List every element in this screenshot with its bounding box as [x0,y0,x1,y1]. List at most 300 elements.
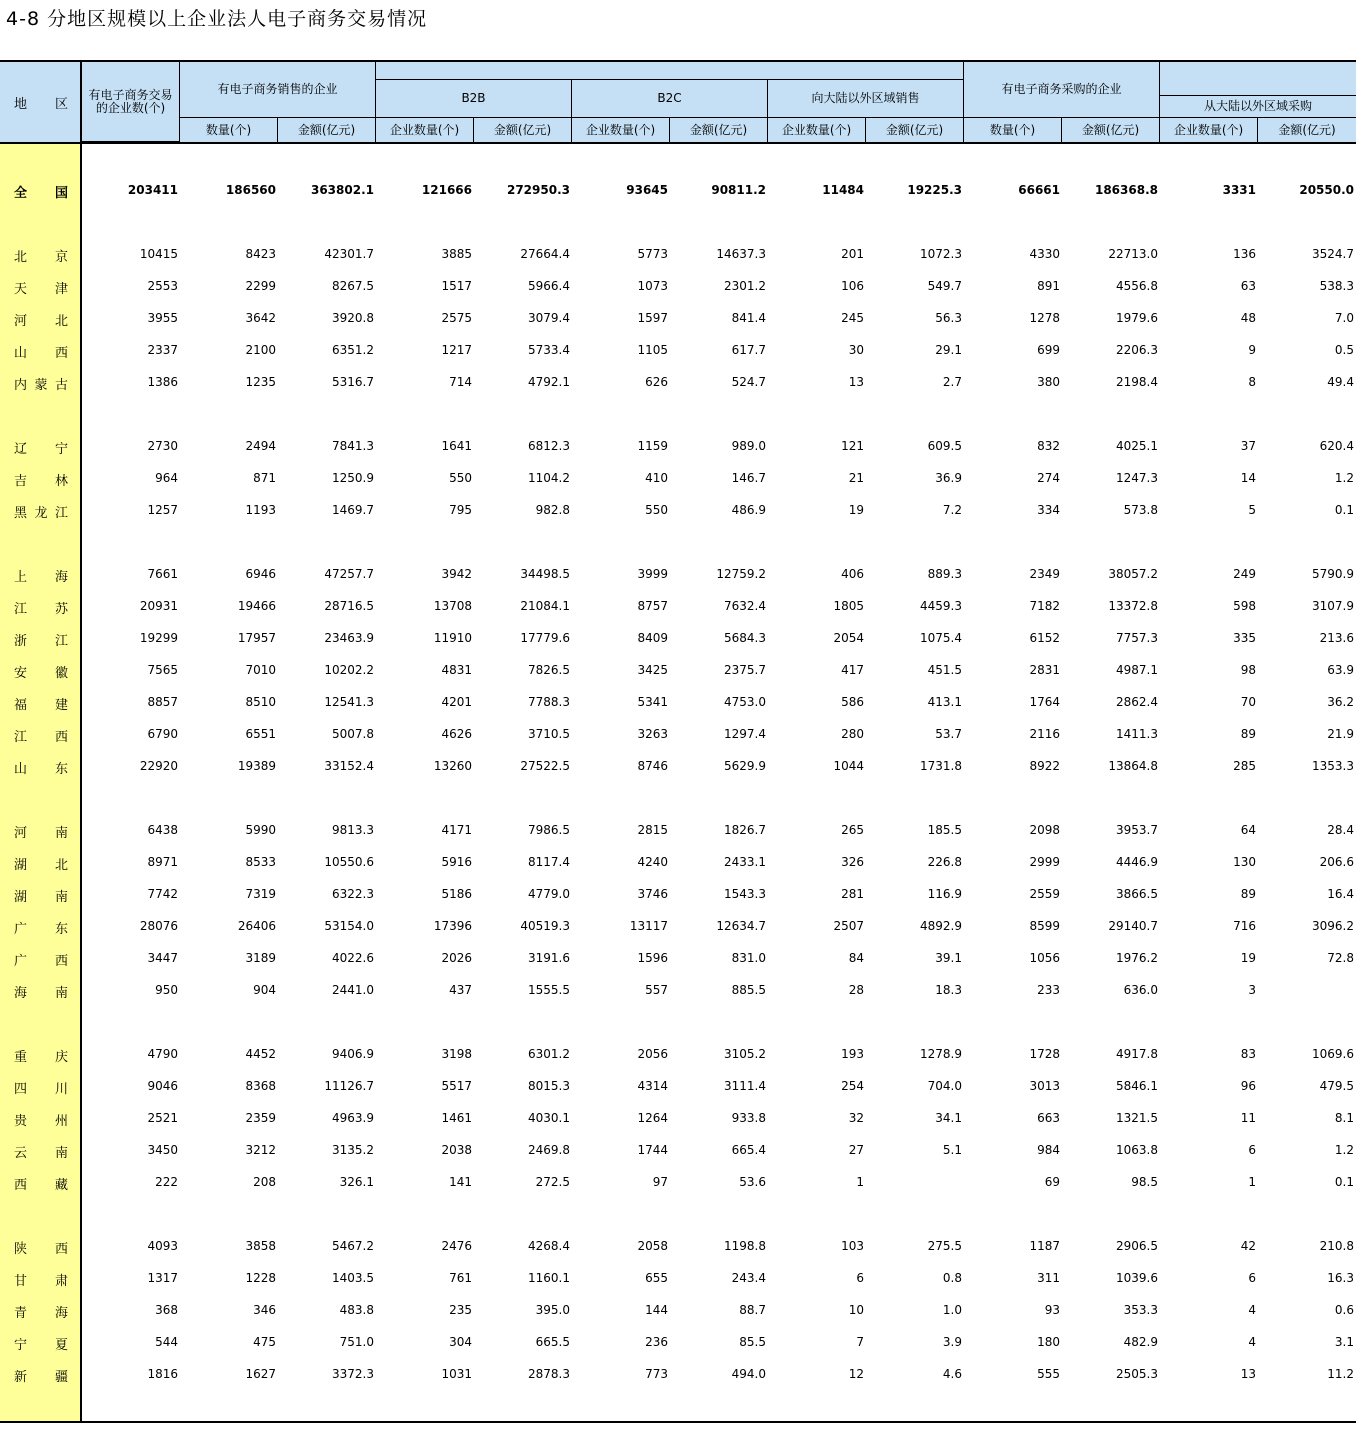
table-cell: 5.1 [942,1143,962,1157]
table-cell: 11484 [822,183,864,197]
table-cell: 1517 [441,279,472,293]
table-cell: 63 [1240,279,1256,293]
table-cell: 106 [841,279,864,293]
table-cell: 573.8 [1123,503,1158,517]
table-cell: 989.0 [731,439,766,453]
table-cell: 3 [1248,983,1256,997]
header-b2b-amount: 金额(亿元) [474,118,572,142]
table-cell: 2878.3 [528,1367,570,1381]
table-cell: 5467.2 [332,1239,374,1253]
table-cell: 482.9 [1123,1335,1158,1349]
table-cell: 395.0 [535,1303,570,1317]
region-name-char: 宁 [54,442,68,457]
table-cell: 4446.9 [1116,855,1158,869]
table-cell: 4 [1248,1303,1256,1317]
table-cell: 6 [1248,1271,1256,1285]
region-name [14,886,68,905]
region-name-char: 重 [14,1050,28,1065]
table-row [0,719,1356,749]
region-name-char: 广 [14,954,28,969]
table-cell: 12759.2 [716,567,766,581]
table-cell: 141 [449,1175,472,1189]
region-name-char: 新 [14,1370,28,1385]
table-cell: 636.0 [1123,983,1158,997]
region-name [14,918,68,937]
table-cell: 3858 [245,1239,276,1253]
table-cell: 53154.0 [324,919,374,933]
table-cell: 6790 [147,727,178,741]
table-cell: 7826.5 [528,663,570,677]
table-cell: 20931 [139,599,178,613]
region-name-char: 龙 [34,506,48,521]
region-name-char: 西 [54,954,68,969]
region-name-char: 庆 [54,1050,68,1065]
table-cell: 19 [848,503,864,517]
table-cell: 7319 [245,887,276,901]
table-cell: 38057.2 [1108,567,1158,581]
table-cell: 8922 [1029,759,1060,773]
table-cell: 226.8 [927,855,962,869]
table-row [0,1039,1356,1069]
table-cell: 245 [841,311,864,325]
table-cell: 3999 [637,567,668,581]
table-cell: 4030.1 [528,1111,570,1125]
region-name [14,1366,68,1385]
table-cell: 410 [645,471,668,485]
table-cell: 891 [1037,279,1060,293]
table-cell: 3135.2 [332,1143,374,1157]
header-b2c-count: 企业数量(个) [572,118,670,142]
region-name-char: 北 [54,858,68,873]
table-cell: 4753.0 [724,695,766,709]
region-name-char: 江 [54,506,68,521]
table-cell: 2505.3 [1116,1367,1158,1381]
table-cell: 2301.2 [724,279,766,293]
column-header-band [82,62,1356,142]
table-cell: 304 [449,1335,472,1349]
table-cell: 1.2 [1334,471,1354,485]
region-name-char: 上 [14,570,28,585]
table-cell: 3263 [637,727,668,741]
table-cell: 254 [841,1079,864,1093]
table-cell: 699 [1037,343,1060,357]
table-cell: 2553 [147,279,178,293]
table-cell: 1257 [147,503,178,517]
region-name-char: 湖 [14,890,28,905]
region-name [14,1142,68,1161]
table-cell: 335 [1233,631,1256,645]
table-cell: 13 [848,375,864,389]
table-row [0,1359,1356,1389]
table-cell: 130 [1233,855,1256,869]
table-cell: 22920 [139,759,178,773]
region-name-char: 京 [54,250,68,265]
table-cell: 13117 [629,919,668,933]
table-cell: 4626 [441,727,472,741]
table-cell: 617.7 [731,343,766,357]
table-cell: 11910 [433,631,472,645]
header-bottom-rule [0,142,1356,144]
table-row [0,1263,1356,1293]
region-name [14,374,68,393]
table-cell: 8.1 [1334,1111,1354,1125]
header-offshore-sales: 向大陆以外区域销售 [768,80,964,118]
table-cell: 751.0 [339,1335,374,1349]
table-cell: 103 [841,1239,864,1253]
table-cell: 13260 [433,759,472,773]
table-cell: 236 [645,1335,668,1349]
table-cell: 5773 [637,247,668,261]
table-cell: 1597 [637,311,668,325]
table-cell: 1031 [441,1367,472,1381]
table-cell: 7565 [147,663,178,677]
table-cell: 17957 [237,631,276,645]
header-b2c: B2C [572,80,768,118]
table-cell: 1317 [147,1271,178,1285]
table-cell: 1278.9 [920,1047,962,1061]
table-cell: 4892.9 [920,919,962,933]
table-cell: 1728 [1029,1047,1060,1061]
table-cell: 550 [645,503,668,517]
table-cell: 4459.3 [920,599,962,613]
table-cell: 6152 [1029,631,1060,645]
table-cell: 626 [645,375,668,389]
table-cell: 88.7 [739,1303,766,1317]
table-cell: 6551 [245,727,276,741]
table-cell: 2441.0 [332,983,374,997]
table-cell: 19389 [237,759,276,773]
table-cell: 89 [1240,727,1256,741]
region-name [14,822,68,841]
table-cell: 2862.4 [1116,695,1158,709]
table-cell: 3372.3 [332,1367,374,1381]
table-cell: 1056 [1029,951,1060,965]
table-cell: 3447 [147,951,178,965]
region-name-char: 陕 [14,1242,28,1257]
table-cell: 85.5 [739,1335,766,1349]
table-cell: 13 [1240,1367,1256,1381]
table-row [0,687,1356,717]
table-cell: 275.5 [927,1239,962,1253]
table-row [0,623,1356,653]
table-cell: 2507 [833,919,864,933]
table-row [0,495,1356,525]
table-cell: 3920.8 [332,311,374,325]
table-cell: 363802.1 [310,183,374,197]
table-cell: 3198 [441,1047,472,1061]
table-cell: 193 [841,1047,864,1061]
region-name-char: 蒙 [34,378,48,393]
table-cell: 8746 [637,759,668,773]
table-cell: 334 [1037,503,1060,517]
table-cell: 1641 [441,439,472,453]
header-region [0,62,80,142]
data-table [0,60,1356,1423]
table-cell: 27664.4 [520,247,570,261]
table-cell: 2.7 [942,375,962,389]
table-cell: 233 [1037,983,1060,997]
table-row [0,975,1356,1005]
table-cell: 1073 [637,279,668,293]
table-cell: 6322.3 [332,887,374,901]
table-cell: 27 [848,1143,864,1157]
region-name-char: 州 [54,1114,68,1129]
table-cell: 4792.1 [528,375,570,389]
table-row [0,239,1356,269]
header-ec-firms: 有电子商务交易的企业数(个) [82,62,180,142]
table-cell: 10550.6 [324,855,374,869]
table-cell: 1104.2 [528,471,570,485]
table-cell: 417 [841,663,864,677]
table-cell: 10202.2 [324,663,374,677]
table-cell: 7986.5 [528,823,570,837]
region-name-char: 西 [14,1178,28,1193]
region-name-char: 川 [54,1082,68,1097]
table-cell: 185.5 [927,823,962,837]
table-cell: 413.1 [927,695,962,709]
table-cell: 285 [1233,759,1256,773]
table-cell: 84 [848,951,864,965]
table-cell: 1 [1248,1175,1256,1189]
table-cell: 483.8 [339,1303,374,1317]
region-name-char: 贵 [14,1114,28,1129]
region-name-char: 福 [14,698,28,713]
table-cell: 2476 [441,1239,472,1253]
table-cell: 7010 [245,663,276,677]
table-cell: 5990 [245,823,276,837]
region-name-char: 甘 [14,1274,28,1289]
region-name [14,342,68,361]
table-cell: 982.8 [535,503,570,517]
table-cell: 8857 [147,695,178,709]
table-cell: 243.4 [731,1271,766,1285]
table-cell: 3105.2 [724,1047,766,1061]
table-cell: 121 [841,439,864,453]
table-cell: 0.8 [942,1271,962,1285]
header-sales-count: 数量(个) [180,118,278,142]
table-cell: 704.0 [927,1079,962,1093]
table-cell: 3.9 [942,1335,962,1349]
table-cell: 29.1 [935,343,962,357]
table-cell: 1235 [245,375,276,389]
table-cell: 1187 [1029,1239,1060,1253]
table-cell: 0.5 [1334,343,1354,357]
table-cell: 3425 [637,663,668,677]
table-cell: 4987.1 [1116,663,1158,677]
table-cell: 70 [1240,695,1256,709]
table-cell: 180 [1037,1335,1060,1349]
table-cell: 380 [1037,375,1060,389]
table-row [0,367,1356,397]
table-cell: 7.0 [1334,311,1354,325]
table-cell: 2116 [1029,727,1060,741]
table-cell: 598 [1233,599,1256,613]
header-sales-amount: 金额(亿元) [278,118,376,142]
table-cell: 274 [1037,471,1060,485]
table-cell: 550 [449,471,472,485]
region-name-char: 内 [14,378,28,393]
table-cell: 1247.3 [1116,471,1158,485]
table-cell: 8267.5 [332,279,374,293]
region-name-char: 云 [14,1146,28,1161]
table-cell: 17779.6 [520,631,570,645]
table-cell: 272.5 [535,1175,570,1189]
header-purchase-group: 有电子商务采购的企业 [964,62,1160,118]
table-cell: 0.6 [1334,1303,1354,1317]
table-cell: 620.4 [1319,439,1354,453]
table-cell: 17396 [433,919,472,933]
table-cell: 406 [841,567,864,581]
table-cell: 7757.3 [1116,631,1158,645]
table-cell: 761 [449,1271,472,1285]
table-row [0,591,1356,621]
region-name-char: 广 [14,922,28,937]
region-name [14,598,68,617]
table-cell: 311 [1037,1271,1060,1285]
table-cell: 16.3 [1327,1271,1354,1285]
region-name-char: 山 [14,346,28,361]
table-row [0,847,1356,877]
table-cell: 904 [253,983,276,997]
table-cell: 544 [155,1335,178,1349]
table-cell: 30 [848,343,864,357]
table-cell: 2359 [245,1111,276,1125]
table-cell: 42 [1240,1239,1256,1253]
table-cell: 6301.2 [528,1047,570,1061]
table-cell: 5733.4 [528,343,570,357]
region-name [14,1078,68,1097]
table-cell: 494.0 [731,1367,766,1381]
table-cell: 18.3 [935,983,962,997]
header-sales-strip [376,62,964,80]
table-cell: 19 [1240,951,1256,965]
table-cell: 3885 [441,247,472,261]
table-cell: 0.1 [1334,503,1354,517]
table-cell: 2999 [1029,855,1060,869]
table-cell: 655 [645,1271,668,1285]
table-cell: 69 [1044,1175,1060,1189]
header-offshore-purchase-count: 企业数量(个) [1160,118,1258,142]
table-cell: 5916 [441,855,472,869]
region-name-char: 全 [14,186,28,201]
table-cell: 39.1 [935,951,962,965]
table-cell: 7742 [147,887,178,901]
table-cell: 2056 [637,1047,668,1061]
region-name-char: 海 [14,986,28,1001]
region-name-char: 北 [14,250,28,265]
region-name [14,950,68,969]
region-name [14,662,68,681]
table-cell: 1217 [441,343,472,357]
table-cell: 9 [1248,343,1256,357]
region-name-char: 南 [54,890,68,905]
table-cell: 265 [841,823,864,837]
table-cell: 2469.8 [528,1143,570,1157]
table-cell: 7182 [1029,599,1060,613]
table-cell: 32 [848,1111,864,1125]
table-cell: 210.8 [1319,1239,1354,1253]
table-cell: 93645 [626,183,668,197]
table-cell: 1069.6 [1312,1047,1354,1061]
table-cell: 4 [1248,1335,1256,1349]
region-name-char: 南 [54,826,68,841]
table-cell: 3212 [245,1143,276,1157]
table-cell: 716 [1233,919,1256,933]
table-cell: 889.3 [927,567,962,581]
table-cell: 1976.2 [1116,951,1158,965]
table-cell: 34.1 [935,1111,962,1125]
table-cell: 1075.4 [920,631,962,645]
table-cell: 2375.7 [724,663,766,677]
table-cell: 1386 [147,375,178,389]
table-cell: 486.9 [731,503,766,517]
table-cell: 1297.4 [724,727,766,741]
table-cell: 5790.9 [1312,567,1354,581]
table-cell: 4314 [637,1079,668,1093]
table-cell: 326.1 [339,1175,374,1189]
region-name-char: 河 [14,826,28,841]
table-cell: 1160.1 [528,1271,570,1285]
table-cell: 28.4 [1327,823,1354,837]
table-cell: 933.8 [731,1111,766,1125]
table-cell: 1461 [441,1111,472,1125]
region-name-char: 湖 [14,858,28,873]
table-cell: 3710.5 [528,727,570,741]
table-cell: 795 [449,503,472,517]
region-name-char: 四 [14,1082,28,1097]
table-cell: 136 [1233,247,1256,261]
region-name-char: 建 [54,698,68,713]
table-row [0,335,1356,365]
table-cell: 8510 [245,695,276,709]
table-cell: 5186 [441,887,472,901]
table-row [0,943,1356,973]
table-cell: 93 [1044,1303,1060,1317]
region-name [14,278,68,297]
table-cell: 832 [1037,439,1060,453]
region-name-char: 浙 [14,634,28,649]
table-cell: 1744 [637,1143,668,1157]
table-cell: 3079.4 [528,311,570,325]
header-purchase-strip [1160,62,1356,96]
table-cell: 53.6 [739,1175,766,1189]
region-name-char: 国 [54,186,68,201]
table-cell: 2098 [1029,823,1060,837]
region-name-char: 疆 [54,1370,68,1385]
table-cell: 10 [848,1303,864,1317]
table-cell: 116.9 [927,887,962,901]
region-name [14,726,68,745]
table-row [0,463,1356,493]
table-cell: 1039.6 [1116,1271,1158,1285]
table-cell: 5007.8 [332,727,374,741]
table-row [0,655,1356,685]
table-cell: 586 [841,695,864,709]
table-cell: 4917.8 [1116,1047,1158,1061]
table-cell: 2815 [637,823,668,837]
table-cell: 4831 [441,663,472,677]
region-name-char: 天 [14,282,28,297]
region-name [14,758,68,777]
table-cell: 144 [645,1303,668,1317]
table-cell: 1353.3 [1312,759,1354,773]
table-cell: 984 [1037,1143,1060,1157]
table-cell: 21.9 [1327,727,1354,741]
table-cell: 3111.4 [724,1079,766,1093]
table-cell: 1805 [833,599,864,613]
table-cell: 1228 [245,1271,276,1285]
region-name-char: 宁 [14,1338,28,1353]
